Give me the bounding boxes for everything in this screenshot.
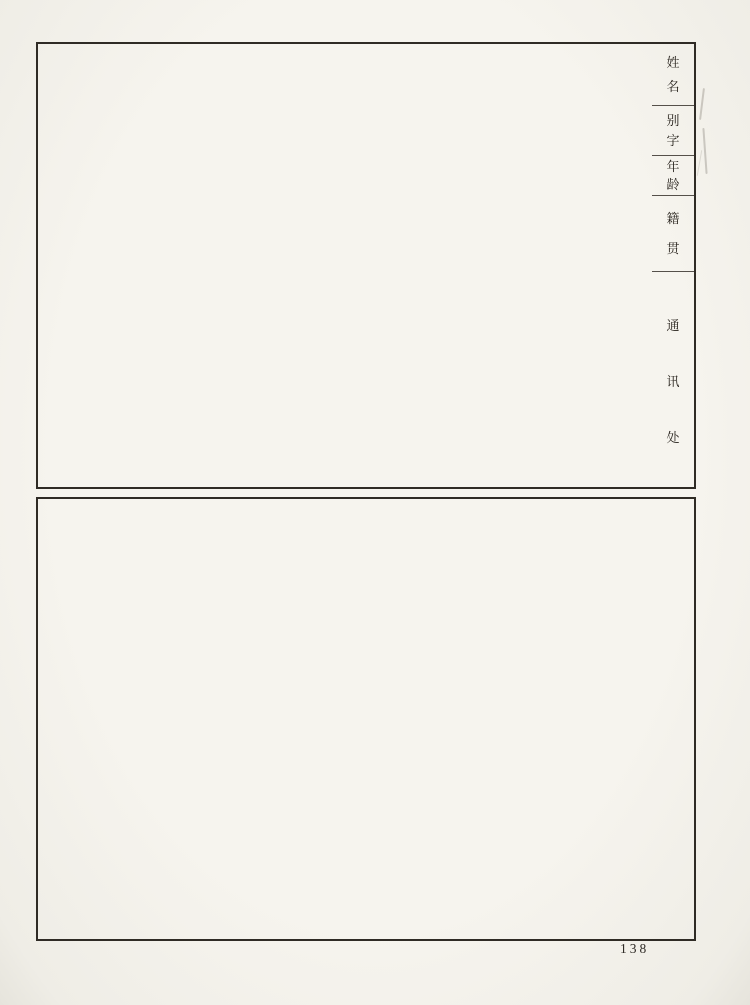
- character: 讯: [666, 374, 680, 389]
- header-column: [652, 44, 694, 487]
- character: 籍: [666, 211, 680, 227]
- character: 名: [666, 79, 680, 95]
- page-number: 138: [620, 941, 650, 956]
- roster-table-bottom: [36, 497, 696, 941]
- character: 通: [666, 318, 680, 333]
- pencil-mark: [697, 150, 702, 176]
- character: 龄: [666, 176, 680, 192]
- header-native: [652, 196, 694, 272]
- header-label: [652, 276, 694, 487]
- pencil-mark: [702, 128, 707, 174]
- character: 处: [666, 430, 680, 445]
- header-age: [652, 156, 694, 196]
- header-label: [652, 196, 694, 271]
- header-name: [652, 44, 694, 106]
- character: 贯: [666, 240, 680, 256]
- header-addr: [652, 272, 694, 487]
- roster-table-top: [36, 42, 696, 489]
- character: 别: [666, 112, 680, 128]
- header-zi: [652, 106, 694, 156]
- character: 年: [666, 159, 680, 175]
- pencil-mark: [699, 88, 705, 120]
- character: 字: [666, 133, 680, 149]
- header-label: [652, 106, 694, 155]
- header-label: [652, 156, 694, 195]
- header-label: [652, 44, 694, 105]
- character: 姓: [666, 54, 680, 70]
